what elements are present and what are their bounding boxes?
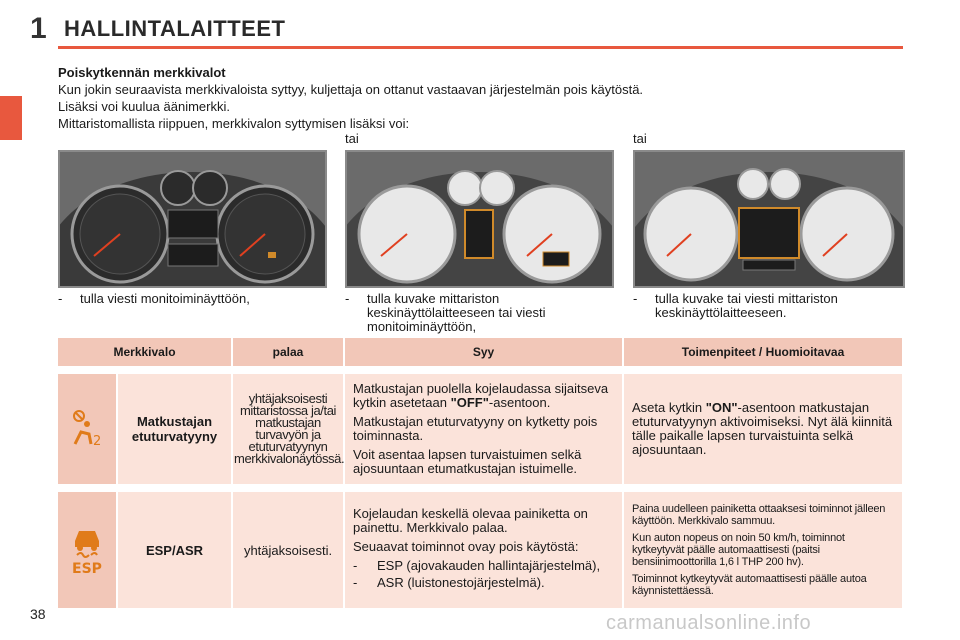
- bullet-text: ESP (ajovakauden hallintajärjestelmä),: [377, 558, 601, 573]
- instrument-cluster-drawing: [347, 152, 612, 286]
- caption-dash: -: [345, 291, 350, 306]
- table-row: [58, 488, 903, 608]
- warning-light-cause: [344, 488, 623, 608]
- cause-paragraph: Seuaavat toiminnot ovay pois käytöstä:: [353, 539, 579, 554]
- passenger-airbag-off-icon: [67, 408, 107, 448]
- instrument-cluster-image-3: [633, 150, 905, 288]
- cause-bullet: [353, 559, 616, 573]
- intro-line: Mittaristomallista riippuen, merkkivalon syttymisen lisäksi voi:: [58, 116, 410, 131]
- cause-text: -asentoon.: [488, 395, 551, 410]
- intro-line: Lisäksi voi kuulua äänimerkki.: [58, 99, 230, 114]
- caption-3: [633, 292, 913, 332]
- action-paragraph: Paina uudelleen painiketta ottaaksesi toiminnot jälleen käyttöön. Merkkivalo sammuu.: [632, 503, 886, 527]
- esp-off-icon: [67, 523, 107, 575]
- caption-1: [58, 292, 338, 332]
- watermark: carmanualsonline.info: [606, 612, 812, 634]
- bullet-text: ASR (luistonestojärjestelmä).: [377, 575, 545, 590]
- header-rule: [58, 46, 903, 49]
- bullet-dash: -: [353, 575, 358, 590]
- action-paragraph: [632, 401, 896, 457]
- passenger-airbag-off-icon-cell: [58, 370, 117, 488]
- caption-dash: -: [58, 291, 63, 306]
- warning-light-lights: yhtäjaksoisesti.: [232, 488, 344, 608]
- instrument-cluster-image-2: [345, 150, 614, 288]
- column-header-lights: palaa: [232, 338, 344, 370]
- warning-light-lights: yhtäjaksoisesti mittaristossa ja/tai matkustajan turvavyön ja etuturvatyynyn merkkivalonäytössä.: [232, 370, 344, 488]
- page-number: 38: [30, 606, 46, 622]
- table-header-row: [58, 338, 903, 370]
- instrument-cluster-drawing: [635, 152, 903, 286]
- cause-emphasis: "OFF": [450, 395, 489, 410]
- chapter-title: HALLINTALAITTEET: [64, 16, 286, 41]
- cause-paragraph: Voit asentaa lapsen turvaistuimen selkä ajosuuntaan etumatkustajan istuimelle.: [353, 447, 582, 476]
- instrument-cluster-image-1: [58, 150, 327, 288]
- instrument-cluster-drawing: [60, 152, 325, 286]
- action-text: Aseta kytkin: [632, 400, 706, 415]
- cause-paragraph: Matkustajan etuturvatyyny on kytketty pois toiminnasta.: [353, 414, 598, 443]
- action-paragraph: Toiminnot kytkeytyvät automaattisesti päälle autoa käynnistettäessä.: [632, 573, 867, 597]
- warning-light-action: [623, 488, 903, 608]
- action-paragraph: Kun auton nopeus on noin 50 km/h, toiminnot kytkeytyvät päälle automaattisesti (paitsi bensiinimoottorilla 1,6 l THP 200 hv).: [632, 532, 845, 568]
- intro-text: [58, 64, 898, 132]
- column-header-action: Toimenpiteet / Huomioitavaa: [623, 338, 903, 370]
- section-heading: Poiskytkennän merkkivalot: [58, 65, 226, 80]
- column-header-cause: Syy: [344, 338, 623, 370]
- esp-icon-text: ESP: [72, 560, 102, 575]
- cause-bullet: [353, 576, 616, 590]
- warning-light-action: [623, 370, 903, 488]
- or-label: tai: [633, 131, 647, 146]
- caption-dash: -: [633, 291, 638, 306]
- caption-text: tulla kuvake mittariston keskinäyttölaitteeseen tai viesti monitoiminäyttöön,: [367, 291, 546, 334]
- bullet-dash: -: [353, 558, 358, 573]
- action-text: -asentoon matkustajan etuturvatyynyn aktivoimiseksi. Nyt älä kiinnitä tälle paikalle lapsen turvaistuinta selkä ajosuuntaan.: [632, 400, 893, 457]
- warning-light-name: ESP/ASR: [117, 488, 232, 608]
- table-row: [58, 370, 903, 488]
- chapter-side-tab: [0, 96, 22, 140]
- warning-light-cause: [344, 370, 623, 488]
- column-header-warning-light: Merkkivalo: [58, 338, 232, 370]
- caption-text: tulla kuvake tai viesti mittariston keskinäyttölaitteeseen.: [655, 291, 838, 320]
- warning-lights-table: [58, 338, 904, 608]
- intro-line: Kun jokin seuraavista merkkivaloista syttyy, kuljettaja on ottanut vastaavan järjestelmän pois käytöstä.: [58, 82, 644, 97]
- svg-text:2: 2: [93, 433, 102, 448]
- cause-paragraph: Kojelaudan keskellä olevaa painiketta on painettu. Merkkivalo palaa.: [353, 506, 588, 535]
- or-label: tai: [345, 131, 359, 146]
- cause-paragraph: [353, 382, 616, 410]
- chapter-number: 1: [30, 12, 47, 45]
- caption-text: tulla viesti monitoiminäyttöön,: [80, 291, 250, 306]
- caption-2: [345, 292, 625, 332]
- esp-off-icon-cell: [58, 488, 117, 608]
- warning-light-name: Matkustajan etuturvatyyny: [117, 370, 232, 488]
- cause-text: Matkustajan puolella kojelaudassa sijaitseva kytkin asetetaan: [353, 381, 609, 410]
- action-emphasis: "ON": [705, 400, 738, 415]
